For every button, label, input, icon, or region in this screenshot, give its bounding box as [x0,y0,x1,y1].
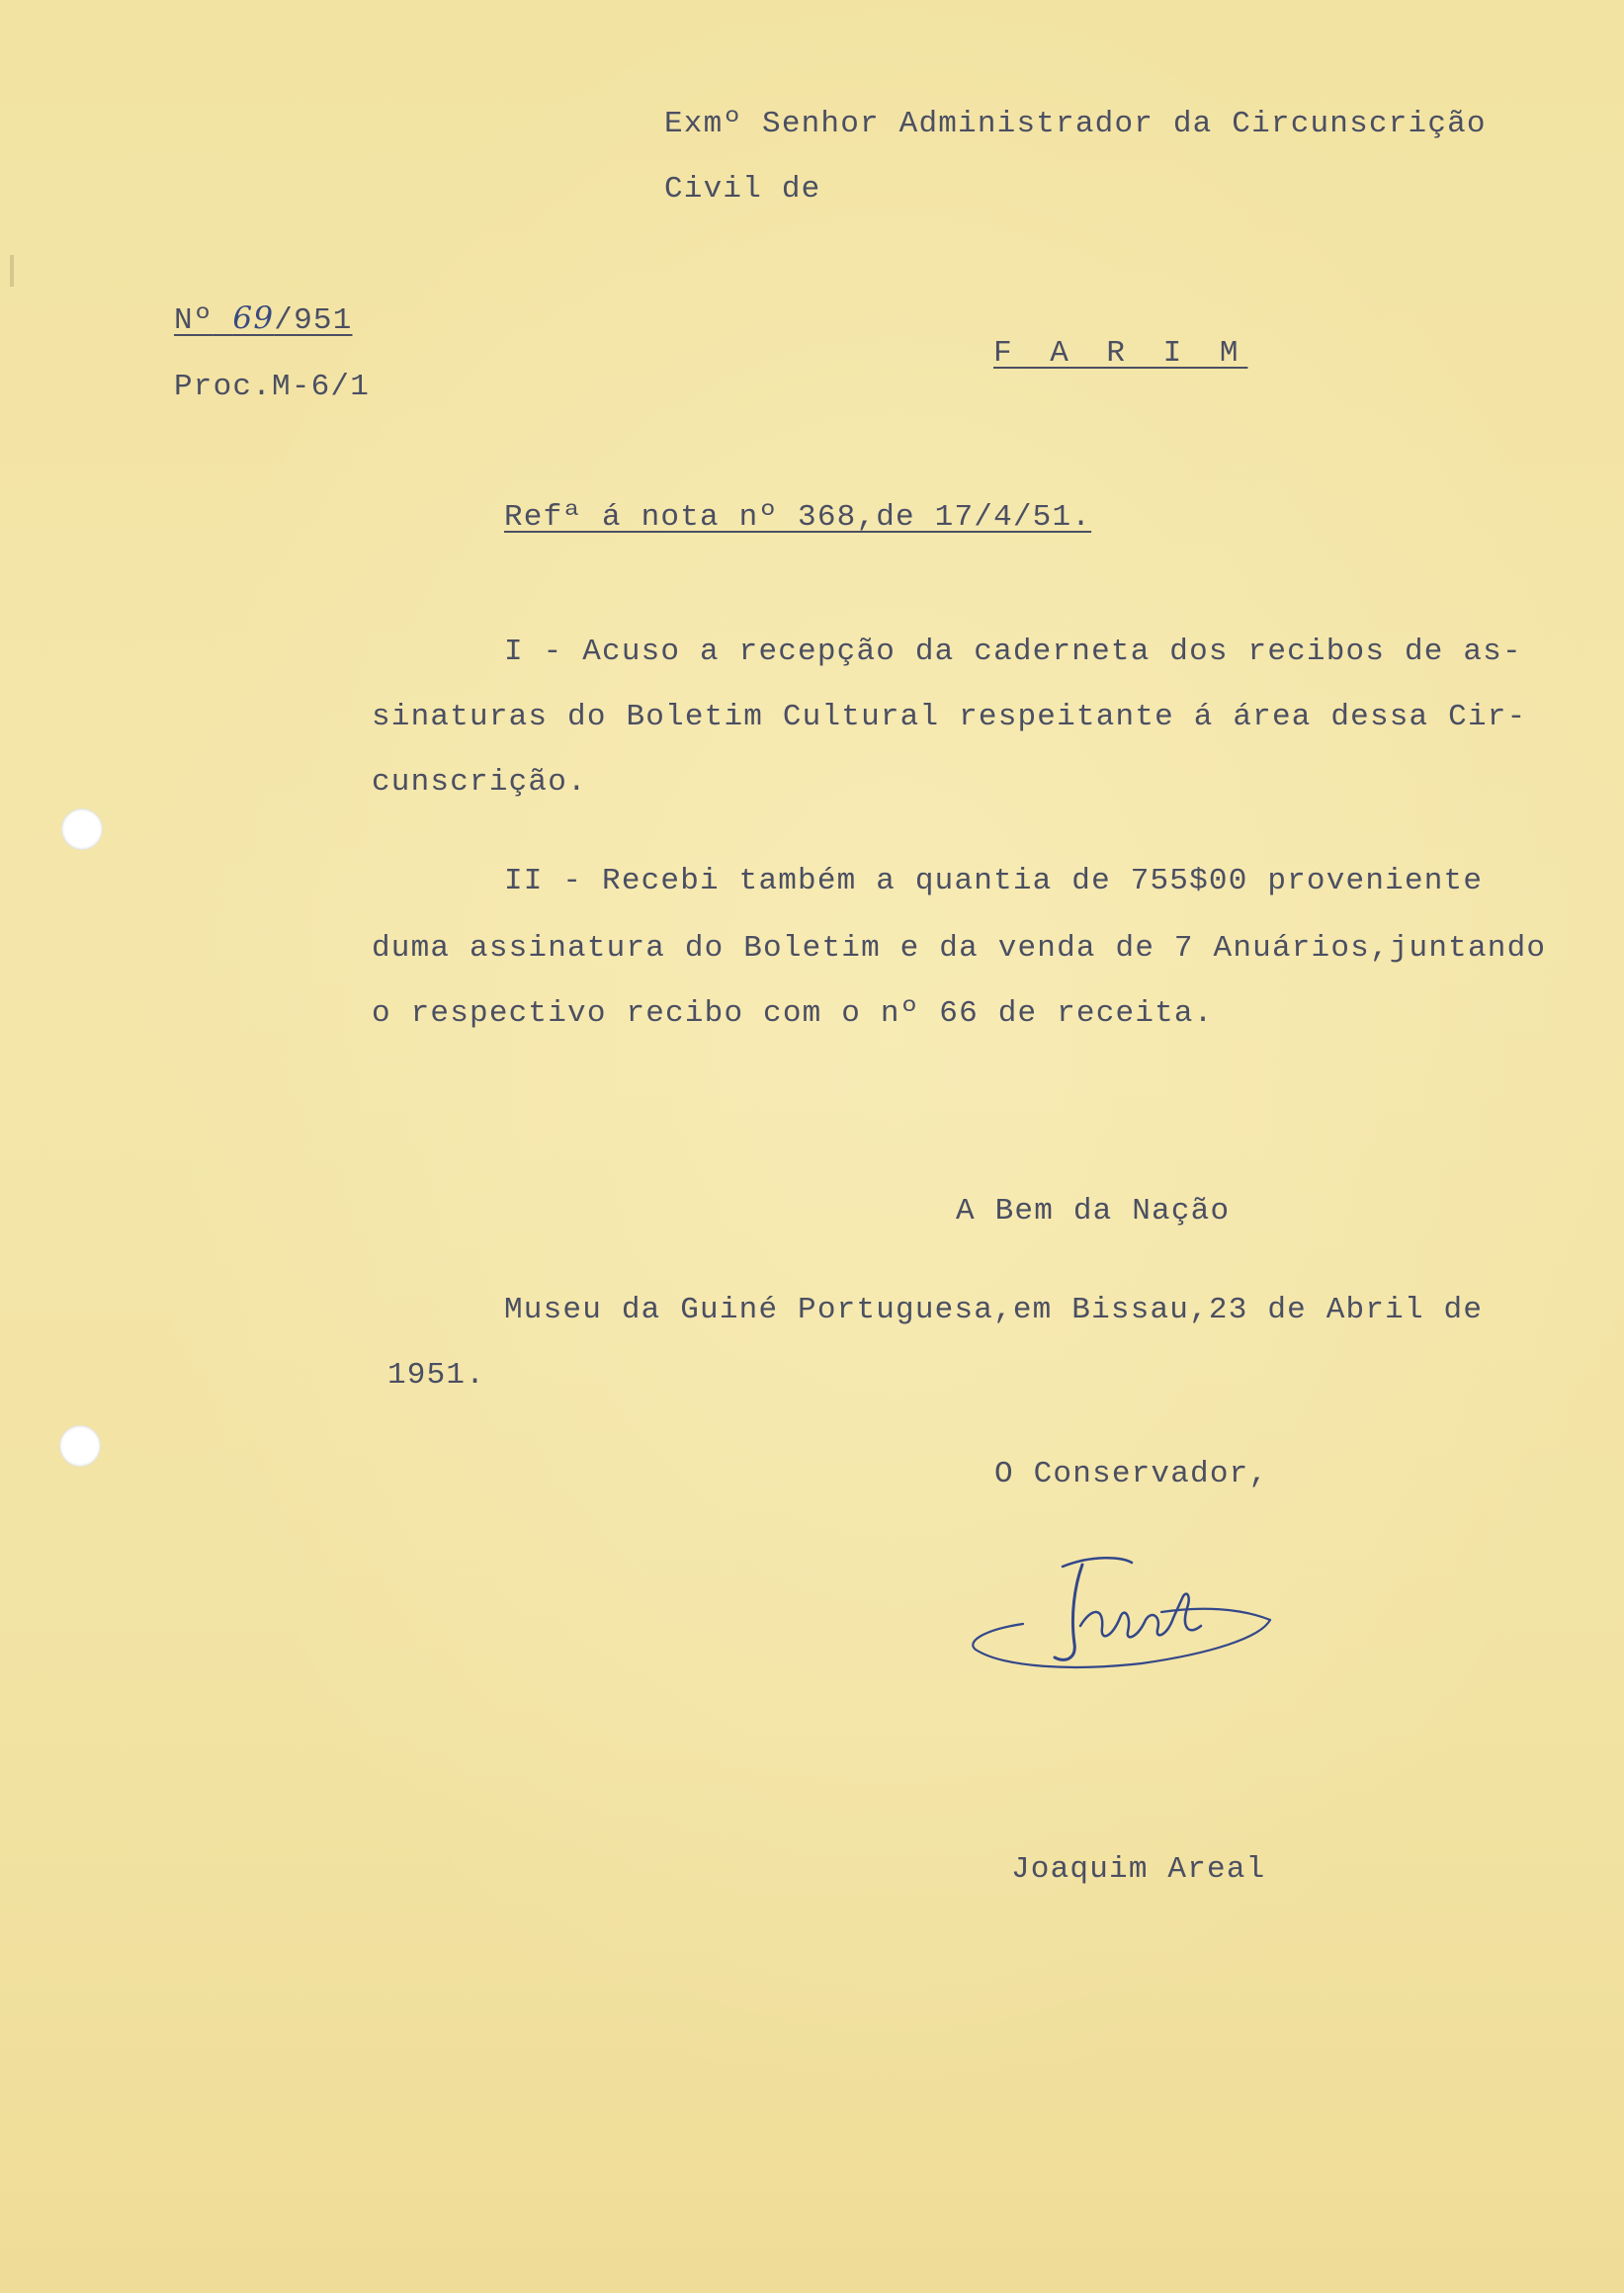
reference-number-suffix: /951 [274,303,353,338]
paragraph-2-line-3: o respectivo recibo com o nº 66 de receita. [372,996,1214,1031]
signer-role: O Conservador, [994,1457,1269,1491]
signer-name: Joaquim Areal [1011,1852,1266,1887]
handwritten-signature [964,1547,1290,1685]
paragraph-2-line-1: II - Recebi também a quantia de 755$00 proveniente [504,864,1484,898]
address-line-1: Exmº Senhor Administrador da Circunscrição [664,107,1487,141]
paragraph-1-line-3: cunscrição. [372,765,587,800]
place-date-line-2: 1951. [387,1358,486,1393]
salutation: A Bem da Nação [956,1194,1231,1229]
reference-number [174,298,353,341]
paragraph-2-line-2: duma assinatura do Boletim e da venda de 7 Anuários,juntando [372,931,1547,966]
reference-number-handwritten: 69 [232,300,275,336]
process-number: Proc.M-6/1 [174,370,371,404]
paragraph-1-line-1: I - Acuso a recepção da caderneta dos recibos de as- [504,635,1522,669]
reference-number-prefix: Nº [174,303,214,338]
punch-hole-top [61,808,103,850]
destination-place: F A R I M [993,336,1248,371]
subject-line: Refª á nota nº 368,de 17/4/51. [504,500,1092,535]
paragraph-1-line-2: sinaturas do Boletim Cultural respeitante á área dessa Cir- [372,700,1527,734]
place-date-line-1: Museu da Guiné Portuguesa,em Bissau,23 de Abril de [504,1293,1484,1327]
edge-mark-left [10,255,14,287]
punch-hole-bottom [59,1425,101,1467]
address-line-2: Civil de [664,172,821,207]
